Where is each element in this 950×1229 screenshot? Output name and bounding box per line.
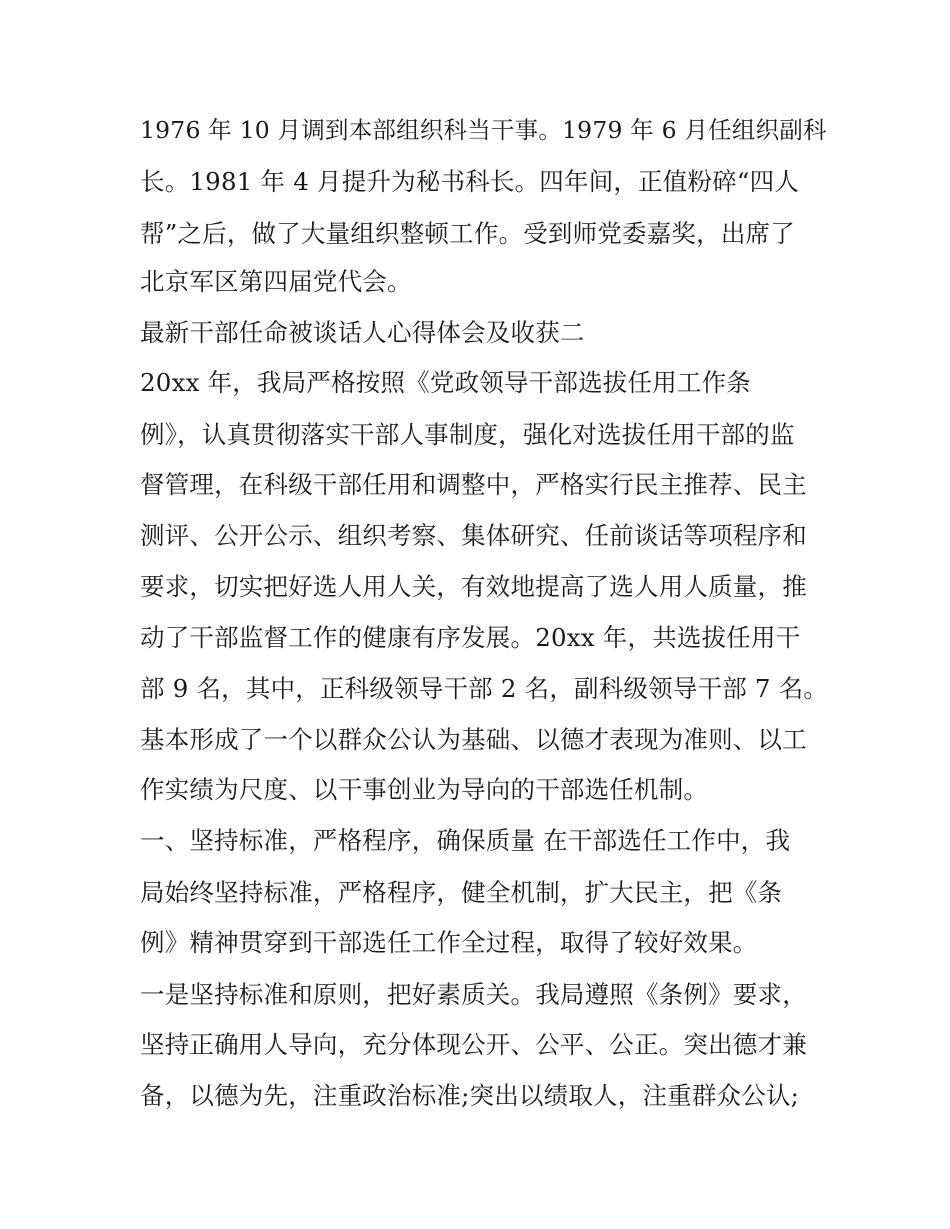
text-line-8: 督管理，在科级干部任用和调整中，严格实行民主推荐、民主 [140, 470, 807, 499]
text-line-15: 一、坚持标准，严格程序，确保质量 在干部选任工作中，我 [140, 826, 791, 855]
text-line-14: 作实绩为尺度、以干事创业为导向的干部选任机制。 [140, 775, 709, 804]
text-line-10: 要求，切实把好选人用人关，有效地提高了选人用人质量，推 [140, 572, 807, 601]
text-line-9: 测评、公开公示、组织考察、集体研究、任前谈话等项程序和 [140, 521, 807, 550]
text-line-2: 长。1981 年 4 月提升为秘书科长。四年间，正值粉碎“四人 [140, 167, 800, 196]
text-line-13: 基本形成了一个以群众公认为基础、以德才表现为准则、以工 [140, 725, 807, 754]
text-line-12: 部 9 名，其中，正科级领导干部 2 名，副科级领导干部 7 名。 [140, 674, 829, 703]
section-heading: 最新干部任命被谈话人心得体会及收获二 [140, 318, 585, 347]
text-line-1: 1976 年 10 月调到本部组织科当干事。1979 年 6 月任组织副科 [140, 116, 827, 144]
text-line-20: 备，以德为先，注重政治标准;突出以绩取人，注重群众公认; [140, 1081, 800, 1110]
text-line-18: 一是坚持标准和原则，把好素质关。我局遵照《条例》要求， [140, 980, 807, 1009]
text-line-11: 动了干部监督工作的健康有序发展。20xx 年，共选拔任用干 [140, 623, 801, 652]
text-line-6: 20xx 年，我局严格按照《党政领导干部选拔任用工作条 [140, 368, 751, 397]
text-line-16: 局始终坚持标准，严格程序，健全机制，扩大民主，把《条 [140, 878, 783, 907]
text-line-7: 例》，认真贯彻落实干部人事制度，强化对选拔任用干部的监 [140, 420, 795, 449]
text-line-19: 坚持正确用人导向，充分体现公开、公平、公正。突出德才兼 [140, 1030, 807, 1059]
text-line-4: 北京军区第四届党代会。 [140, 267, 412, 296]
text-line-17: 例》精神贯穿到干部选任工作全过程，取得了较好效果。 [140, 928, 758, 957]
text-line-3: 帮”之后，做了大量组织整顿工作。受到师党委嘉奖，出席了 [140, 219, 795, 248]
